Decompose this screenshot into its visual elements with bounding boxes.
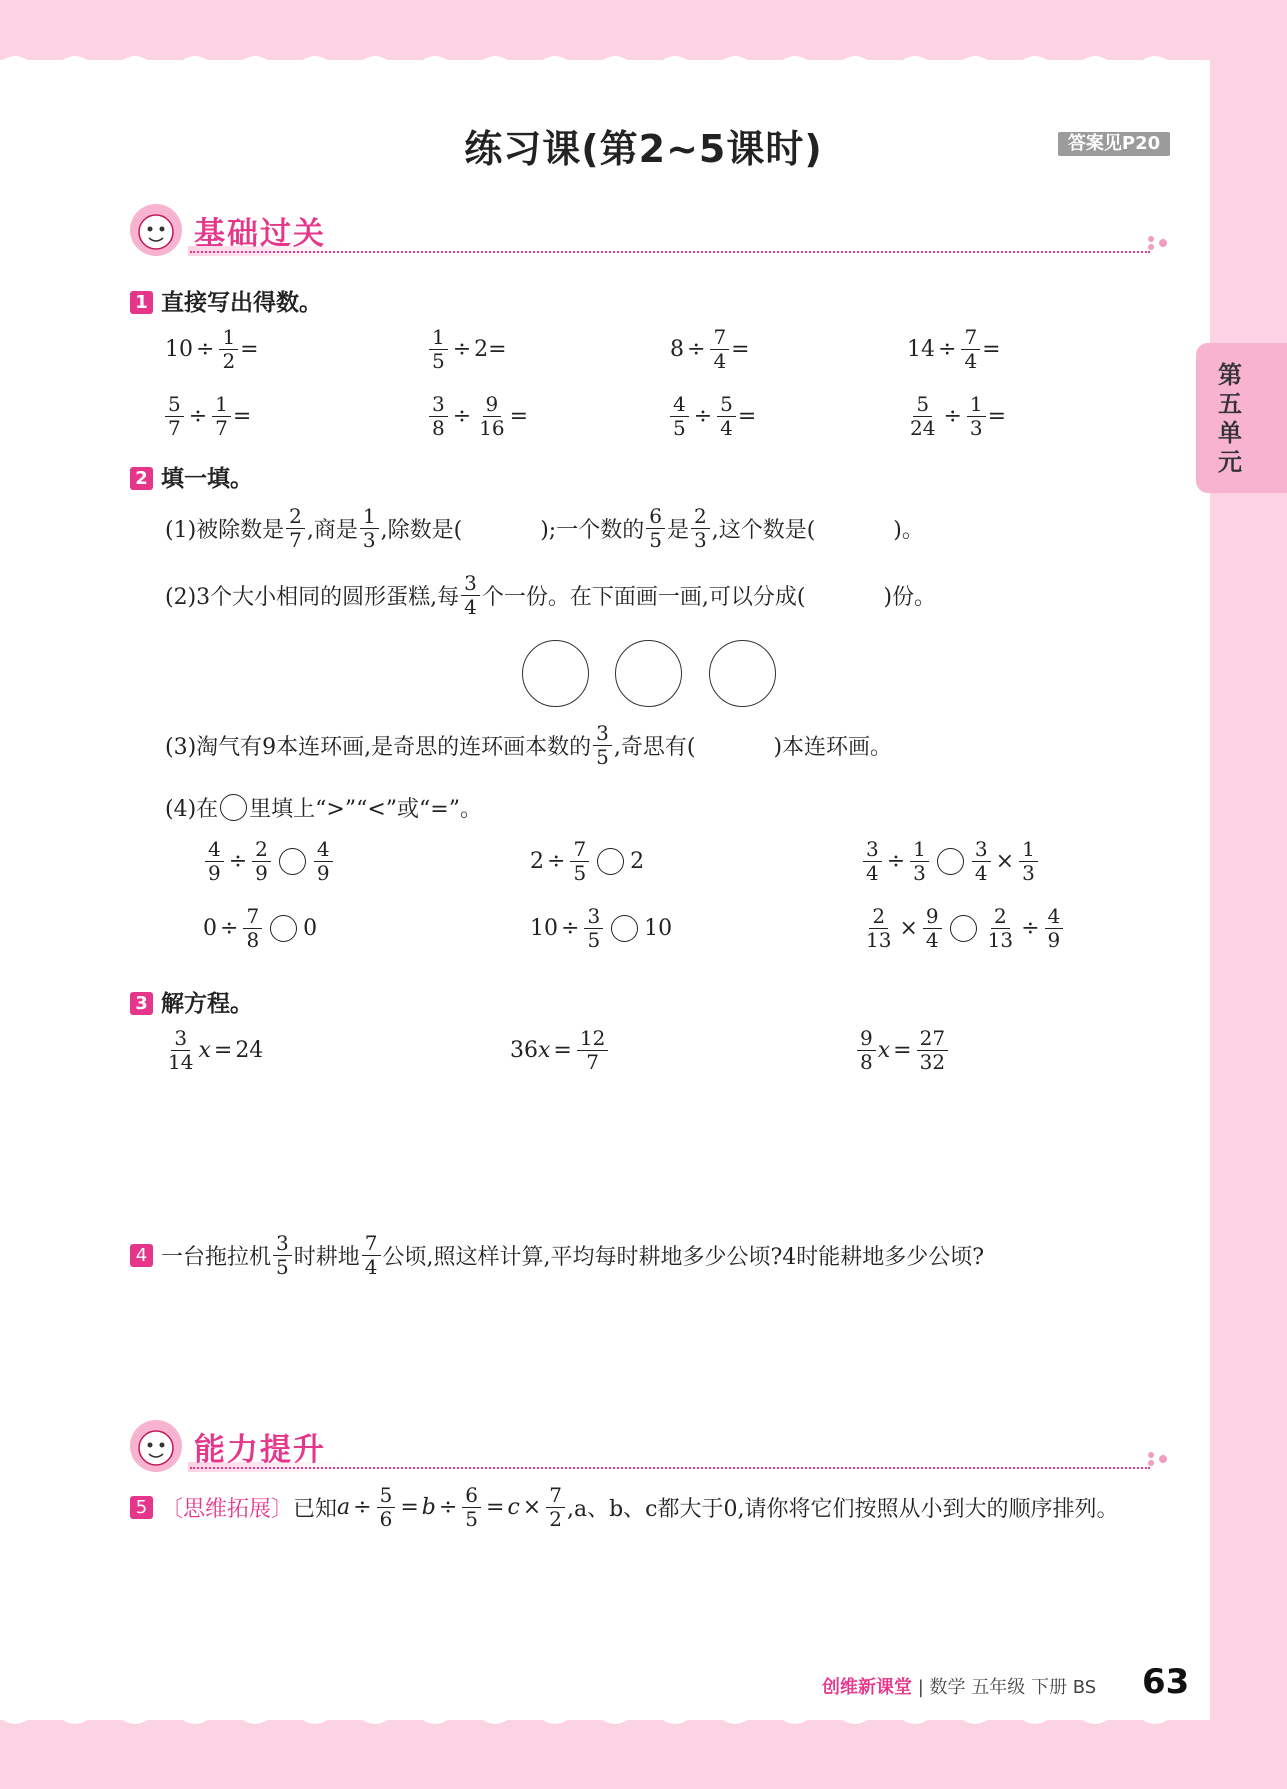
- q3e3-l-num: 9: [857, 1027, 876, 1051]
- q1-item-4-a: 14: [907, 337, 935, 362]
- q1-item-5-op: ÷: [188, 404, 208, 429]
- q1-item-6-b-den: 16: [479, 416, 505, 440]
- q5-f2-den: 5: [465, 1507, 479, 1531]
- cmp-r2c2-a: 10: [530, 916, 558, 941]
- q5-op1: ÷: [353, 1495, 372, 1520]
- q3e2-coef: 36: [510, 1038, 538, 1063]
- q1-item-1-num: 1: [219, 326, 238, 350]
- q1-item-8-op: ÷: [943, 404, 962, 429]
- q1-prompt: 直接写出得数。: [161, 290, 322, 316]
- q1-item-5: [163, 393, 251, 440]
- cake-circle-1[interactable]: [522, 640, 589, 707]
- q2p1-text-d: );一个数的: [540, 518, 645, 543]
- q1-item-1-op: ÷: [196, 337, 215, 362]
- q1-item-7-eq: =: [737, 404, 757, 429]
- cmp-r1c3-c-num: 3: [972, 838, 991, 862]
- q4-frac-1: [273, 1232, 292, 1279]
- q2p1-text-e: 是: [666, 518, 689, 543]
- q1-item-2: [427, 326, 507, 373]
- cmp-r2c3-a-num: 2: [869, 905, 888, 929]
- q5-eq1: =: [400, 1495, 419, 1520]
- q1-item-4: [907, 326, 1001, 373]
- cmp-r2c3-c-den: 13: [987, 928, 1014, 952]
- q5-number: 5: [130, 1496, 153, 1519]
- q4-text-c: 公顷,照这样计算,平均每时耕地多少公顷?4时能耕地多少公顷?: [382, 1245, 985, 1270]
- cmp-r2c1-answer-circle[interactable]: [270, 915, 297, 942]
- q5-op3: ×: [522, 1495, 542, 1520]
- q2p1-f4-num: 2: [691, 505, 710, 529]
- footer-info: 数学 五年级 下册 BS: [929, 1677, 1097, 1698]
- q1-item-3-a: 8: [670, 337, 684, 362]
- q3e2-eq: =: [553, 1038, 572, 1063]
- q3e3-variable: x: [877, 1038, 891, 1063]
- q2p2-text-b: 个一份。在下面画一画,可以分成(: [481, 585, 806, 610]
- q1-item-5-a-num: 5: [165, 393, 184, 417]
- monkey-mascot-icon: [128, 1418, 184, 1474]
- q3e3-eq: =: [893, 1038, 912, 1063]
- cmp-r2c2-frac-b: [584, 905, 603, 952]
- q1-item-5-eq: =: [232, 404, 252, 429]
- q3e3-frac-r: [917, 1027, 948, 1074]
- q1-item-2-op: ÷: [452, 337, 472, 362]
- cmp-r1c3-answer-circle[interactable]: [937, 848, 964, 875]
- q5-eq2: =: [486, 1495, 505, 1520]
- q2p3-frac-num: 3: [593, 722, 612, 746]
- q3-equation-1: [163, 1027, 263, 1074]
- q1-item-1-a: 10: [165, 337, 193, 362]
- cmp-r2c2-c: 10: [644, 916, 673, 941]
- q5-problem: [130, 1484, 1118, 1531]
- cmp-r2c3: [861, 905, 1065, 952]
- q1-item-5-frac-a: [165, 393, 184, 440]
- page-number: 63: [1142, 1662, 1190, 1702]
- q1-item-3: [670, 326, 750, 373]
- q2p3-text-c: )本连环画。: [773, 735, 893, 760]
- q5-var-b: b: [421, 1495, 436, 1520]
- q5-text-b: ,a、b、c都大于0,请你将它们按照从小到大的顺序排列。: [566, 1497, 1119, 1522]
- q4-problem: [130, 1232, 984, 1279]
- q2-heading: [130, 460, 253, 493]
- q2p1-text-b: ,商是: [306, 518, 358, 543]
- q3e2-den: 7: [586, 1050, 599, 1074]
- q1-item-1-frac: [219, 326, 238, 373]
- cmp-r1c2-answer-circle[interactable]: [597, 848, 624, 875]
- cmp-r1c1-b-den: 9: [255, 861, 268, 885]
- cmp-r2c1: [203, 905, 317, 952]
- q2p4-text-a: (4)在: [165, 797, 219, 822]
- cmp-r1c3-a-num: 3: [863, 838, 882, 862]
- cmp-r2c2: [530, 905, 672, 952]
- divider-dots-icon: [1146, 236, 1170, 250]
- q2p1-frac-3: [646, 505, 665, 552]
- q2p2-frac: [461, 572, 480, 619]
- q1-item-6-frac-a: [429, 393, 448, 440]
- q1-item-4-num: 7: [961, 326, 980, 350]
- cmp-r2c3-frac-b: [923, 905, 942, 952]
- q1-item-2-num: 1: [429, 326, 448, 350]
- cmp-r2c3-c-num: 2: [991, 905, 1010, 929]
- q2p1-text-g: )。: [893, 518, 924, 543]
- q5-tag: 〔思维拓展〕: [161, 1497, 294, 1522]
- q1-item-1: [165, 326, 259, 373]
- q2p1-f2-num: 1: [360, 505, 379, 529]
- cmp-r1c2-a: 2: [530, 849, 544, 874]
- q2p2-text-a: (2)3个大小相同的圆形蛋糕,每: [165, 585, 460, 610]
- cmp-r1c1-frac-a: [205, 838, 224, 885]
- q1-item-3-eq: =: [731, 337, 750, 362]
- q2p1-f4-den: 3: [693, 528, 707, 552]
- q2-prompt: 填一填。: [161, 466, 253, 492]
- q1-item-5-b-num: 1: [212, 393, 231, 417]
- divider-dots-icon: [1146, 1452, 1170, 1466]
- cmp-r2c3-frac-c: [985, 905, 1016, 952]
- q1-item-5-frac-b: [212, 393, 231, 440]
- q1-item-6-b-num: 9: [483, 393, 502, 417]
- q1-item-6-eq: =: [509, 404, 529, 429]
- q2-part-3: [165, 722, 892, 769]
- cmp-r1c3-b-num: 1: [910, 838, 929, 862]
- q5-f1-den: 6: [379, 1507, 393, 1531]
- q1-heading: [130, 284, 322, 317]
- q1-item-6-frac-b: [476, 393, 507, 440]
- cake-circle-2[interactable]: [615, 640, 682, 707]
- q1-item-8: [905, 393, 1006, 440]
- q3e3-r-num: 27: [917, 1027, 948, 1051]
- q3e1-eq: =: [213, 1038, 233, 1063]
- unit-side-tab-label: 第五单元: [1218, 361, 1242, 476]
- q1-item-3-frac: [710, 326, 729, 373]
- q5-f3-num: 7: [546, 1484, 565, 1508]
- cmp-r2c3-d-den: 9: [1047, 928, 1061, 952]
- section-basic-title: 基础过关: [194, 216, 326, 252]
- section-advanced-title: 能力提升: [194, 1432, 326, 1468]
- q2-part-1: [165, 505, 924, 552]
- q2-part-4: [165, 792, 482, 823]
- q1-item-8-eq: =: [987, 404, 1007, 429]
- q4-f1-num: 3: [273, 1232, 292, 1256]
- q2p3-frac-den: 5: [596, 745, 609, 769]
- answer-reference-badge: 答案见P20: [1058, 132, 1170, 156]
- q1-item-5-b-den: 7: [215, 416, 228, 440]
- section-advanced-divider: [190, 1467, 1150, 1469]
- cmp-r1c3-frac-a: [863, 838, 882, 885]
- q1-item-5-a-den: 7: [168, 416, 181, 440]
- cmp-r2c1-c: 0: [303, 916, 318, 941]
- top-wave-border: [0, 40, 1287, 80]
- cmp-r1c1-frac-b: [252, 838, 271, 885]
- q2p2-frac-den: 4: [464, 595, 477, 619]
- q2-part-2: [165, 572, 936, 619]
- cmp-r1c3-frac-d: [1019, 838, 1038, 885]
- q2p1-f2-den: 3: [362, 528, 376, 552]
- q3-prompt: 解方程。: [161, 991, 253, 1017]
- q1-item-7-a-num: 4: [670, 393, 689, 417]
- cmp-r2c2-op: ÷: [561, 916, 580, 941]
- q5-var-a: a: [337, 1495, 351, 1520]
- cmp-r1c1-c-num: 4: [314, 838, 333, 862]
- q4-f1-den: 5: [276, 1255, 289, 1279]
- q1-item-3-op: ÷: [687, 337, 706, 362]
- cmp-r1c3-frac-b: [910, 838, 929, 885]
- q1-item-8-frac-a: [907, 393, 938, 440]
- q4-text-a: 一台拖拉机: [161, 1245, 272, 1270]
- q1-item-7: [668, 393, 756, 440]
- q1-item-3-num: 7: [710, 326, 729, 350]
- cmp-r1c3-frac-c: [972, 838, 991, 885]
- q1-item-3-den: 4: [713, 349, 727, 373]
- q4-f2-num: 7: [362, 1232, 381, 1256]
- q2p1-f3-num: 6: [646, 505, 665, 529]
- q1-item-1-eq: =: [240, 337, 259, 362]
- q3-equation-3: [855, 1027, 950, 1074]
- footer: [822, 1673, 1096, 1699]
- q2p1-text-a: (1)被除数是: [165, 518, 285, 543]
- cmp-r1c3-op2: ×: [995, 849, 1015, 874]
- q5-f2-num: 6: [462, 1484, 481, 1508]
- section-basic-divider: [190, 251, 1150, 253]
- cmp-r2c1-b-den: 8: [246, 928, 260, 952]
- q1-item-2-den: 5: [432, 349, 445, 373]
- cmp-r1c3-a-den: 4: [866, 861, 879, 885]
- q3e1-rhs: 24: [235, 1038, 264, 1063]
- q1-item-4-den: 4: [964, 349, 978, 373]
- q2p4-circle-symbol: [220, 794, 247, 821]
- cmp-r2c3-a-den: 13: [866, 928, 892, 952]
- q3e2-frac: [577, 1027, 608, 1074]
- q1-item-7-op: ÷: [693, 404, 713, 429]
- cmp-r1c3-d-num: 1: [1019, 838, 1038, 862]
- cmp-r1c2-c: 2: [630, 849, 645, 874]
- cmp-r2c1-b-num: 7: [243, 905, 262, 929]
- q1-item-1-den: 2: [222, 349, 236, 373]
- q2p1-frac-4: [691, 505, 710, 552]
- q1-item-2-frac: [429, 326, 448, 373]
- footer-separator: |: [917, 1677, 924, 1698]
- q1-number: 1: [130, 291, 153, 314]
- cmp-r1c1: [203, 838, 335, 885]
- q1-item-2-b: 2: [474, 337, 489, 362]
- q3e1-variable: x: [198, 1038, 211, 1063]
- q3e2-num: 12: [577, 1027, 608, 1051]
- q3e3-frac-l: [857, 1027, 876, 1074]
- q2p1-frac-1: [286, 505, 305, 552]
- cmp-r1c2: [530, 838, 644, 885]
- q3e1-frac: [165, 1027, 196, 1074]
- q3e3-l-den: 8: [860, 1050, 873, 1074]
- q1-item-4-eq: =: [982, 337, 1001, 362]
- q4-text-b: 时耕地: [293, 1245, 360, 1270]
- q2p4-text-b: 里填上“>”“<”或“=”。: [249, 797, 482, 822]
- q2p1-f3-den: 5: [649, 528, 662, 552]
- cmp-r1c1-answer-circle[interactable]: [279, 848, 306, 875]
- q2p2-text-c: )份。: [883, 585, 937, 610]
- q5-f1-num: 5: [377, 1484, 396, 1508]
- q1-item-8-a-num: 5: [913, 393, 932, 417]
- q3e2-variable: x: [538, 1038, 551, 1063]
- cmp-r1c2-b-den: 5: [573, 861, 587, 885]
- cmp-r1c3-b-den: 3: [913, 861, 926, 885]
- q1-item-6-a-den: 8: [432, 416, 445, 440]
- q4-f2-den: 4: [364, 1255, 378, 1279]
- q1-item-8-b-den: 3: [969, 416, 983, 440]
- q1-item-8-frac-b: [967, 393, 986, 440]
- q1-item-7-frac-b: [717, 393, 736, 440]
- page-title: 练习课(第2~5课时): [464, 127, 823, 171]
- q3-heading: [130, 985, 253, 1018]
- cmp-r1c2-b-num: 7: [570, 838, 589, 862]
- cmp-r2c2-b-num: 3: [584, 905, 603, 929]
- cmp-r1c1-a-num: 4: [205, 838, 224, 862]
- q1-item-4-frac: [961, 326, 980, 373]
- cmp-r1c1-frac-c: [314, 838, 333, 885]
- cmp-r2c3-b-den: 4: [925, 928, 939, 952]
- q3e1-num: 3: [171, 1027, 190, 1051]
- unit-side-tab: [1196, 343, 1287, 493]
- q2p3-frac: [593, 722, 612, 769]
- q1-item-6: [427, 393, 528, 440]
- q2p2-frac-num: 3: [461, 572, 480, 596]
- cmp-r1c1-c-den: 9: [316, 861, 330, 885]
- q1-item-4-op: ÷: [938, 337, 957, 362]
- q2p1-f1-den: 7: [289, 528, 302, 552]
- q2p3-text-a: (3)淘气有9本连环画,是奇思的连环画本数的: [165, 735, 592, 760]
- cmp-r1c3-d-den: 3: [1022, 861, 1035, 885]
- cmp-r2c3-frac-a: [863, 905, 894, 952]
- footer-brand: 创维新课堂: [822, 1677, 912, 1698]
- q2-number: 2: [130, 467, 153, 490]
- q1-item-8-b-num: 1: [967, 393, 986, 417]
- cmp-r2c2-answer-circle[interactable]: [611, 915, 638, 942]
- q3e3-r-den: 32: [919, 1050, 946, 1074]
- q2p1-f1-num: 2: [286, 505, 305, 529]
- q5-op2: ÷: [438, 1495, 458, 1520]
- cmp-r2c3-answer-circle[interactable]: [950, 915, 977, 942]
- cmp-r1c2-op: ÷: [547, 849, 566, 874]
- q5-frac-3: [546, 1484, 565, 1531]
- q5-f3-den: 2: [549, 1507, 562, 1531]
- cmp-r1c3-c-den: 4: [974, 861, 988, 885]
- q2p1-text-f: ,这个数是(: [711, 518, 816, 543]
- q1-item-7-b-den: 4: [720, 416, 733, 440]
- q2p3-text-b: ,奇思有(: [613, 735, 696, 760]
- cake-circle-3[interactable]: [709, 640, 776, 707]
- q1-item-7-a-den: 5: [673, 416, 686, 440]
- q1-item-6-op: ÷: [452, 404, 472, 429]
- cmp-r2c1-a: 0: [203, 916, 217, 941]
- q3e1-den: 14: [168, 1050, 194, 1074]
- cmp-r2c3-op: ×: [899, 916, 918, 941]
- cmp-r2c3-b-num: 9: [923, 905, 942, 929]
- cmp-r1c2-frac-b: [570, 838, 589, 885]
- cmp-r1c3: [861, 838, 1040, 885]
- cmp-r2c3-d-num: 4: [1045, 905, 1064, 929]
- q5-var-c: c: [507, 1495, 520, 1520]
- cmp-r1c3-op: ÷: [886, 849, 906, 874]
- cmp-r1c1-op: ÷: [228, 849, 248, 874]
- monkey-mascot-icon: [128, 202, 184, 258]
- q1-item-6-a-num: 3: [429, 393, 448, 417]
- q1-item-2-eq: =: [488, 337, 507, 362]
- cmp-r1c1-a-den: 9: [208, 861, 221, 885]
- q3-equation-2: [510, 1027, 610, 1074]
- q3-number: 3: [130, 992, 153, 1015]
- q2p1-text-c: ,除数是(: [380, 518, 463, 543]
- q2p1-frac-2: [360, 505, 379, 552]
- q1-item-8-a-den: 24: [910, 416, 936, 440]
- cmp-r2c3-frac-d: [1045, 905, 1064, 952]
- cmp-r2c1-frac-b: [243, 905, 262, 952]
- q4-frac-2: [362, 1232, 381, 1279]
- q1-item-7-b-num: 5: [717, 393, 736, 417]
- cmp-r2c3-op2: ÷: [1021, 916, 1040, 941]
- q5-text-a: 已知: [293, 1497, 338, 1522]
- q4-number: 4: [130, 1244, 153, 1267]
- cmp-r1c1-b-num: 2: [252, 838, 271, 862]
- cmp-r2c1-op: ÷: [220, 916, 239, 941]
- cmp-r2c2-b-den: 5: [587, 928, 601, 952]
- q5-frac-1: [377, 1484, 396, 1531]
- q1-item-7-frac-a: [670, 393, 689, 440]
- q5-frac-2: [462, 1484, 481, 1531]
- bottom-wave-border: [0, 1700, 1287, 1740]
